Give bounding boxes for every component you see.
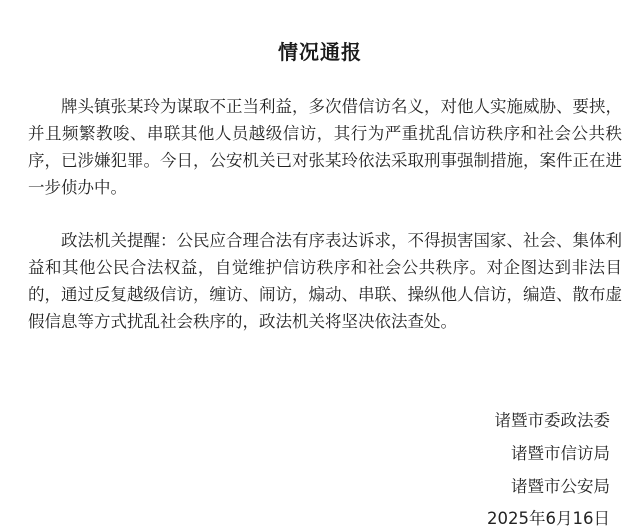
signatory-public-security-bureau: 诸暨市公安局 [511, 477, 610, 496]
paragraph-reminder: 政法机关提醒：公民应合理合法有序表达诉求，不得损害国家、社会、集体利益和其他公民合法权益，自觉维护信访秩序和社会公共秩序。对企图达到非法目的，通过反复越级信访，缠访、闹访，煽动、串联、操纵他人信访，编造、散布虚假信息等方式扰乱社会秩序的，政法机关将坚决依法查处。 [28, 231, 622, 331]
issue-date: 2025年6月16日 [487, 509, 610, 528]
signatory-political-legal-committee: 诸暨市委政法委 [494, 411, 610, 430]
document-title: 情况通报 [278, 40, 362, 64]
paragraph-case-details: 牌头镇张某玲为谋取不正当利益，多次借信访名义，对他人实施威胁、要挟，并且频繁教唆、串联其他人员越级信访，其行为严重扰乱信访秩序和社会公共秩序，已涉嫌犯罪。今日，公安机关已对张某玲依法采取刑事强制措施，案件正在进一步侦办中。 [28, 97, 622, 197]
signatory-petition-bureau: 诸暨市信访局 [511, 444, 610, 463]
